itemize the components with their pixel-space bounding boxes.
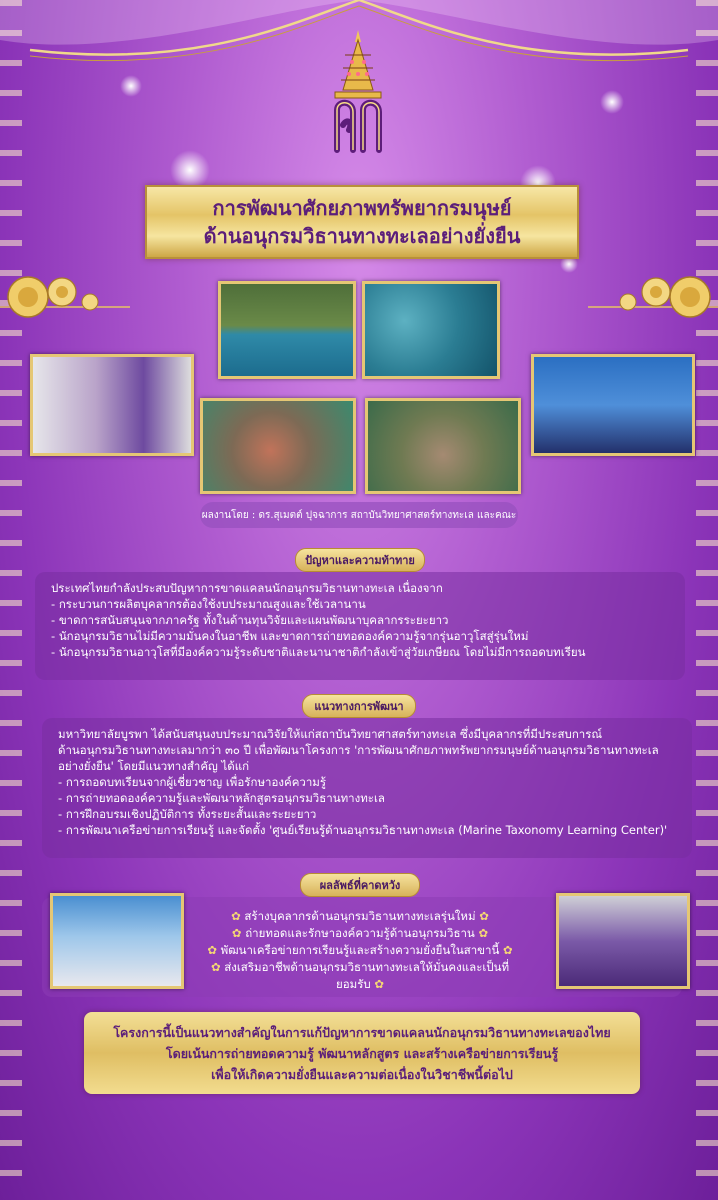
photo-diving-group xyxy=(218,281,356,379)
section-label-results: ผลลัพธ์ที่คาดหวัง xyxy=(300,873,420,897)
conclusion-line-1: โครงการนี้เป็นแนวทางสำคัญในการแก้ปัญหาการขาดแคลนนักอนุกรมวิธานทางทะเลของไทย xyxy=(113,1024,611,1040)
list-item: - กระบวนการผลิตบุคลากรต้องใช้งบประมาณสูงและใช้เวลานาน xyxy=(51,596,669,612)
problems-list xyxy=(51,596,669,660)
problems-intro: ประเทศไทยกำลังประสบปัญหาการขาดแคลนนักอนุกรมวิธานทางทะเล เนื่องจาก xyxy=(51,581,443,595)
flower-bullet-icon: ✿ xyxy=(499,943,513,957)
flower-bullet-icon: ✿ xyxy=(210,960,225,974)
list-item: - การฝึกอบรมเชิงปฏิบัติการ ทั้งระยะสั้นและระยะยาว xyxy=(58,806,676,822)
list-item: - ขาดการสนับสนุนจากภาครัฐ ทั้งในด้านทุนวิจัยและแผนพัฒนาบุคลากรระยะยาว xyxy=(51,612,669,628)
flower-bullet-icon: ✿ xyxy=(231,909,245,923)
photo-underwater-diver xyxy=(362,281,500,379)
photo-classroom xyxy=(50,893,184,989)
flower-bullet-icon: ✿ xyxy=(474,926,489,940)
list-item: - นักอนุกรมวิธานอาวุโสที่มีองค์ความรู้ระดับชาติและนานาชาติกำลังเข้าสู่วัยเกษียณ โดยไม่มีการถอดบทเรียน xyxy=(51,644,669,660)
list-item: - การถ่ายทอดองค์ความรู้และพัฒนาหลักสูตรอนุกรมวิธานทางทะเล xyxy=(58,790,676,806)
problems-panel xyxy=(35,572,685,680)
title-line-1: การพัฒนาศักยภาพทรัพยากรมนุษย์ xyxy=(212,196,512,220)
sparkle xyxy=(120,75,142,97)
left-lace-border xyxy=(0,0,22,1200)
list-item: - นักอนุกรมวิธานไม่มีความมั่นคงในอาชีพ และขาดการถ่ายทอดองค์ความรู้จากรุ่นอาวุโสสู่รุ่นใหม่ xyxy=(51,628,669,644)
sparkle xyxy=(600,90,624,114)
gold-flower-left-icon xyxy=(0,262,130,332)
credit-line: ผลงานโดย : ดร.สุเมตต์ ปุจฉาการ สถาบันวิทยาศาสตร์ทางทะเล และคณะ xyxy=(200,502,518,528)
approach-intro-1: มหาวิทยาลัยบูรพา ได้สนับสนุนงบประมาณวิจัยให้แก่สถาบันวิทยาศาสตร์ทางทะเล ซึ่งมีบุคลากรที่มีประสบการณ์ xyxy=(58,727,603,741)
conclusion-banner xyxy=(84,1012,640,1094)
list-item: ✿ สร้างบุคลากรด้านอนุกรมวิธานทางทะเลรุ่นใหม่ ✿ xyxy=(231,909,489,923)
approach-intro-2: ด้านอนุกรมวิธานทางทะเลมากว่า ๓๐ ปี เพื่อพัฒนาโครงการ 'การพัฒนาศักยภาพทรัพยากรมนุษย์ด้านอนุกรมวิธานทางทะเล xyxy=(58,743,659,757)
list-item: - การถอดบทเรียนจากผู้เชี่ยวชาญ เพื่อรักษาองค์ความรู้ xyxy=(58,774,676,790)
flower-bullet-icon: ✿ xyxy=(370,977,384,991)
approach-panel xyxy=(42,718,692,858)
results-list xyxy=(195,908,525,993)
list-item: ✿ พัฒนาเครือข่ายการเรียนรู้และสร้างความยั่งยืนในสาขานี้ ✿ xyxy=(207,943,513,957)
title-banner xyxy=(145,185,579,259)
photo-students xyxy=(556,893,690,989)
gold-flower-right-icon xyxy=(588,262,718,332)
conclusion-line-3: เพื่อให้เกิดความยั่งยืนและความต่อเนื่องในวิชาชีพนี้ต่อไป xyxy=(211,1066,513,1082)
list-item: ✿ ส่งเสริมอาชีพด้านอนุกรมวิธานทางทะเลให้มั่นคงและเป็นที่ยอมรับ ✿ xyxy=(210,960,510,991)
title-line-2: ด้านอนุกรมวิธานทางทะเลอย่างยั่งยืน xyxy=(203,224,521,248)
royal-emblem-icon xyxy=(323,30,393,158)
approach-list xyxy=(58,774,676,838)
flower-bullet-icon: ✿ xyxy=(475,909,489,923)
list-item: ✿ ถ่ายทอดและรักษาองค์ความรู้ด้านอนุกรมวิธาน ✿ xyxy=(231,926,489,940)
photo-team-bimss xyxy=(531,354,695,456)
conclusion-line-2: โดยเน้นการถ่ายทอดความรู้ พัฒนาหลักสูตร และสร้างเครือข่ายการเรียนรู้ xyxy=(165,1045,559,1061)
approach-intro-3: อย่างยั่งยืน' โดยมีแนวทางสำคัญ ได้แก่ xyxy=(58,759,250,773)
section-label-approach: แนวทางการพัฒนา xyxy=(302,694,416,718)
photo-sea-cucumber xyxy=(365,398,521,494)
photo-coral xyxy=(200,398,356,494)
list-item: - การพัฒนาเครือข่ายการเรียนรู้ และจัดตั้ง 'ศูนย์เรียนรู้ด้านอนุกรมวิธานทางทะเล (Marine Taxonomy Learning Center)' xyxy=(58,822,676,838)
photo-lab-workshop xyxy=(30,354,194,456)
right-lace-border xyxy=(696,0,718,1200)
flower-bullet-icon: ✿ xyxy=(231,926,246,940)
section-label-problems: ปัญหาและความท้าทาย xyxy=(295,548,425,572)
flower-bullet-icon: ✿ xyxy=(207,943,221,957)
sparkle xyxy=(170,150,210,190)
